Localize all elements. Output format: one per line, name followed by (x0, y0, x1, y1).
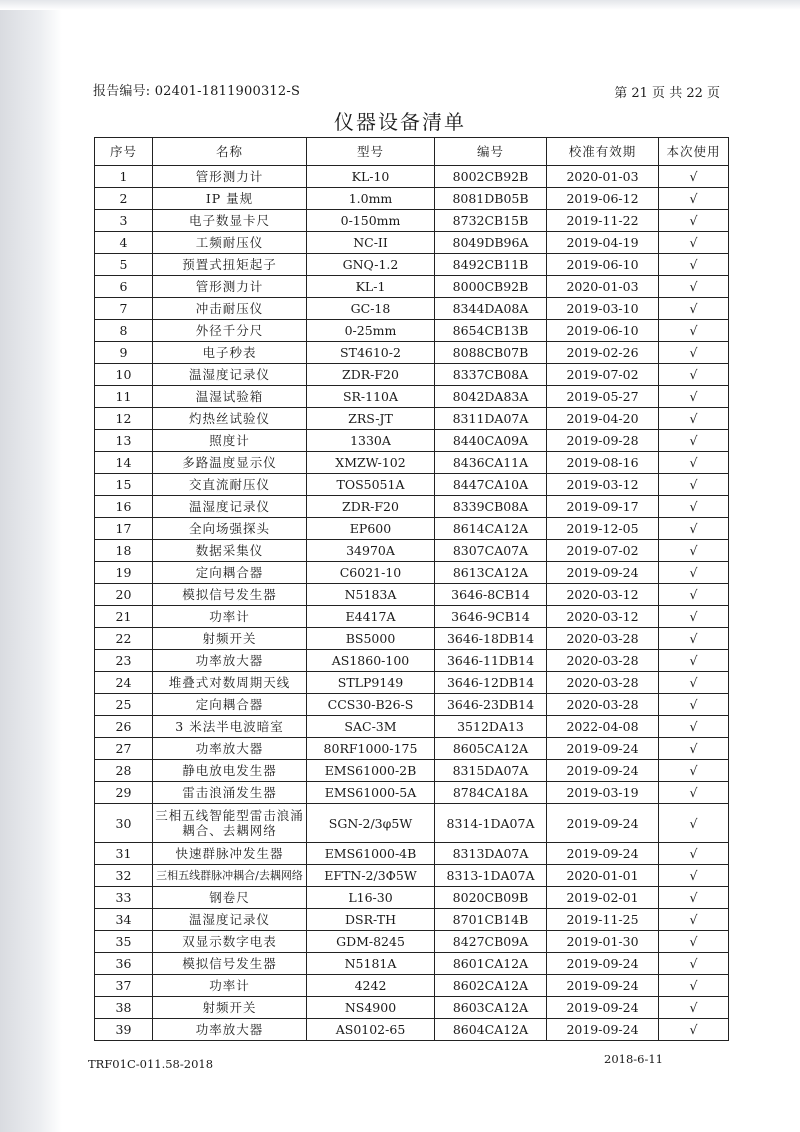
cell-used: √ (659, 364, 729, 386)
cell-model: SAC-3M (307, 716, 435, 738)
cell-model: GNQ-1.2 (307, 254, 435, 276)
cell-index: 9 (95, 342, 153, 364)
cell-index: 36 (95, 953, 153, 975)
cell-model: AS1860-100 (307, 650, 435, 672)
cell-calibration: 2019-05-27 (547, 386, 659, 408)
cell-name: 功率放大器 (153, 738, 307, 760)
cell-serial: 8732CB15B (435, 210, 547, 232)
header-name: 名称 (153, 138, 307, 166)
cell-serial: 3646-9CB14 (435, 606, 547, 628)
cell-calibration: 2020-01-03 (547, 276, 659, 298)
table-row (95, 997, 729, 1019)
cell-used: √ (659, 408, 729, 430)
cell-name: 模拟信号发生器 (153, 953, 307, 975)
cell-name: 3 米法半电波暗室 (153, 716, 307, 738)
cell-serial: 8020CB09B (435, 887, 547, 909)
cell-calibration: 2020-03-12 (547, 606, 659, 628)
cell-name: 温湿度记录仪 (153, 496, 307, 518)
table-row (95, 865, 729, 887)
table-row (95, 672, 729, 694)
cell-calibration: 2019-03-12 (547, 474, 659, 496)
cell-used: √ (659, 782, 729, 804)
cell-serial: 8613CA12A (435, 562, 547, 584)
cell-index: 24 (95, 672, 153, 694)
cell-serial: 8311DA07A (435, 408, 547, 430)
table-row (95, 298, 729, 320)
cell-index: 26 (95, 716, 153, 738)
cell-serial: 8049DB96A (435, 232, 547, 254)
cell-model: 34970A (307, 540, 435, 562)
cell-name: 灼热丝试验仪 (153, 408, 307, 430)
cell-calibration: 2019-06-12 (547, 188, 659, 210)
table-row (95, 760, 729, 782)
cell-index: 28 (95, 760, 153, 782)
cell-calibration: 2019-01-30 (547, 931, 659, 953)
cell-model: N5181A (307, 953, 435, 975)
cell-serial: 8440CA09A (435, 430, 547, 452)
cell-model: SR-110A (307, 386, 435, 408)
table-body (95, 166, 729, 1041)
table-row (95, 694, 729, 716)
header-serial: 编号 (435, 138, 547, 166)
table-row (95, 782, 729, 804)
cell-used: √ (659, 188, 729, 210)
cell-serial: 8313-1DA07A (435, 865, 547, 887)
cell-used: √ (659, 298, 729, 320)
page-indicator: 第 21 页 共 22 页 (614, 86, 720, 101)
table-row (95, 232, 729, 254)
cell-index: 11 (95, 386, 153, 408)
cell-used: √ (659, 606, 729, 628)
cell-model: TOS5051A (307, 474, 435, 496)
header-used: 本次使用 (659, 138, 729, 166)
cell-model: GDM-8245 (307, 931, 435, 953)
cell-name: IP 量规 (153, 188, 307, 210)
cell-used: √ (659, 166, 729, 188)
cell-name: 电子数显卡尺 (153, 210, 307, 232)
cell-model: KL-1 (307, 276, 435, 298)
cell-calibration: 2019-09-24 (547, 953, 659, 975)
table-row (95, 254, 729, 276)
cell-used: √ (659, 232, 729, 254)
cell-serial: 3646-23DB14 (435, 694, 547, 716)
cell-used: √ (659, 650, 729, 672)
cell-used: √ (659, 672, 729, 694)
cell-used: √ (659, 716, 729, 738)
table-row (95, 584, 729, 606)
header-model: 型号 (307, 138, 435, 166)
cell-index: 21 (95, 606, 153, 628)
cell-index: 19 (95, 562, 153, 584)
cell-calibration: 2019-11-22 (547, 210, 659, 232)
cell-calibration: 2019-04-20 (547, 408, 659, 430)
cell-calibration: 2019-09-24 (547, 843, 659, 865)
cell-used: √ (659, 865, 729, 887)
cell-serial: 8313DA07A (435, 843, 547, 865)
cell-index: 32 (95, 865, 153, 887)
cell-model: EFTN-2/3Φ5W (307, 865, 435, 887)
cell-used: √ (659, 953, 729, 975)
cell-model: ZDR-F20 (307, 496, 435, 518)
cell-calibration: 2019-09-17 (547, 496, 659, 518)
cell-calibration: 2019-09-24 (547, 738, 659, 760)
cell-name: 温湿试验箱 (153, 386, 307, 408)
cell-used: √ (659, 496, 729, 518)
cell-serial: 3646-12DB14 (435, 672, 547, 694)
cell-index: 17 (95, 518, 153, 540)
cell-used: √ (659, 210, 729, 232)
cell-model: EP600 (307, 518, 435, 540)
cell-calibration: 2020-01-03 (547, 166, 659, 188)
cell-model: ST4610-2 (307, 342, 435, 364)
cell-model: C6021-10 (307, 562, 435, 584)
cell-index: 6 (95, 276, 153, 298)
cell-name: 钢卷尺 (153, 887, 307, 909)
table-header-row (95, 138, 729, 166)
table-row (95, 518, 729, 540)
table-row (95, 364, 729, 386)
cell-calibration: 2019-08-16 (547, 452, 659, 474)
footer-date: 2018-6-11 (604, 1052, 663, 1066)
cell-name: 温湿度记录仪 (153, 364, 307, 386)
cell-index: 35 (95, 931, 153, 953)
cell-calibration: 2019-07-02 (547, 540, 659, 562)
cell-model: DSR-TH (307, 909, 435, 931)
table-row (95, 386, 729, 408)
table-row (95, 975, 729, 997)
table-row (95, 320, 729, 342)
cell-name: 数据采集仪 (153, 540, 307, 562)
cell-calibration: 2019-11-25 (547, 909, 659, 931)
cell-serial: 8492CB11B (435, 254, 547, 276)
cell-model: EMS61000-5A (307, 782, 435, 804)
cell-serial: 3512DA13 (435, 716, 547, 738)
table-row (95, 540, 729, 562)
table-row (95, 166, 729, 188)
cell-model: NS4900 (307, 997, 435, 1019)
cell-calibration: 2019-03-19 (547, 782, 659, 804)
table-row (95, 909, 729, 931)
cell-index: 15 (95, 474, 153, 496)
cell-used: √ (659, 931, 729, 953)
cell-serial: 3646-18DB14 (435, 628, 547, 650)
scan-top-edge (0, 0, 800, 10)
cell-used: √ (659, 320, 729, 342)
cell-name: 温湿度记录仪 (153, 909, 307, 931)
cell-calibration: 2019-09-24 (547, 997, 659, 1019)
report-number: 报告编号: 02401-1811900312-S (93, 84, 301, 99)
cell-serial: 8602CA12A (435, 975, 547, 997)
cell-index: 13 (95, 430, 153, 452)
cell-serial: 8614CA12A (435, 518, 547, 540)
cell-index: 18 (95, 540, 153, 562)
cell-calibration: 2019-02-01 (547, 887, 659, 909)
cell-used: √ (659, 518, 729, 540)
cell-serial: 8447CA10A (435, 474, 547, 496)
cell-model: 1330A (307, 430, 435, 452)
cell-calibration: 2019-12-05 (547, 518, 659, 540)
cell-name: 静电放电发生器 (153, 760, 307, 782)
cell-calibration: 2019-09-28 (547, 430, 659, 452)
table-row (95, 276, 729, 298)
cell-index: 8 (95, 320, 153, 342)
cell-index: 37 (95, 975, 153, 997)
cell-name: 射频开关 (153, 628, 307, 650)
cell-index: 38 (95, 997, 153, 1019)
table-row (95, 628, 729, 650)
cell-name: 功率放大器 (153, 650, 307, 672)
cell-calibration: 2022-04-08 (547, 716, 659, 738)
cell-serial: 8337CB08A (435, 364, 547, 386)
cell-calibration: 2019-09-24 (547, 804, 659, 843)
cell-serial: 8604CA12A (435, 1019, 547, 1041)
table-row (95, 562, 729, 584)
cell-serial: 8042DA83A (435, 386, 547, 408)
header-calibration: 校准有效期 (547, 138, 659, 166)
cell-serial: 8088CB07B (435, 342, 547, 364)
cell-index: 2 (95, 188, 153, 210)
cell-model: CCS30-B26-S (307, 694, 435, 716)
cell-model: 4242 (307, 975, 435, 997)
cell-serial: 8002CB92B (435, 166, 547, 188)
cell-used: √ (659, 694, 729, 716)
cell-index: 16 (95, 496, 153, 518)
table-row (95, 843, 729, 865)
cell-used: √ (659, 975, 729, 997)
table-row (95, 931, 729, 953)
table-row (95, 210, 729, 232)
cell-name: 交直流耐压仪 (153, 474, 307, 496)
cell-index: 29 (95, 782, 153, 804)
cell-serial: 8654CB13B (435, 320, 547, 342)
table-row (95, 408, 729, 430)
cell-name: 射频开关 (153, 997, 307, 1019)
table-row (95, 650, 729, 672)
cell-index: 5 (95, 254, 153, 276)
cell-serial: 8307CA07A (435, 540, 547, 562)
table-row (95, 606, 729, 628)
cell-name: 工频耐压仪 (153, 232, 307, 254)
cell-name: 管形测力计 (153, 276, 307, 298)
cell-model: STLP9149 (307, 672, 435, 694)
cell-serial: 8344DA08A (435, 298, 547, 320)
cell-index: 12 (95, 408, 153, 430)
cell-calibration: 2020-03-12 (547, 584, 659, 606)
cell-index: 31 (95, 843, 153, 865)
cell-model: SGN-2/3φ5W (307, 804, 435, 843)
cell-model: KL-10 (307, 166, 435, 188)
cell-model: XMZW-102 (307, 452, 435, 474)
cell-model: L16-30 (307, 887, 435, 909)
cell-serial: 3646-11DB14 (435, 650, 547, 672)
cell-model: 1.0mm (307, 188, 435, 210)
cell-index: 3 (95, 210, 153, 232)
table-row (95, 496, 729, 518)
cell-name: 三相五线智能型雷击浪涌耦合、去耦网络 (153, 804, 307, 843)
cell-used: √ (659, 254, 729, 276)
table-row (95, 342, 729, 364)
cell-model: ZRS-JT (307, 408, 435, 430)
cell-name: 外径千分尺 (153, 320, 307, 342)
cell-calibration: 2019-09-24 (547, 1019, 659, 1041)
cell-index: 25 (95, 694, 153, 716)
cell-calibration: 2019-02-26 (547, 342, 659, 364)
cell-calibration: 2019-09-24 (547, 760, 659, 782)
cell-index: 27 (95, 738, 153, 760)
cell-serial: 8601CA12A (435, 953, 547, 975)
cell-name: 全向场强探头 (153, 518, 307, 540)
cell-name: 双显示数字电表 (153, 931, 307, 953)
scan-page-edge (0, 0, 62, 1132)
cell-serial: 8339CB08A (435, 496, 547, 518)
cell-name: 模拟信号发生器 (153, 584, 307, 606)
cell-calibration: 2020-03-28 (547, 694, 659, 716)
cell-name: 电子秒表 (153, 342, 307, 364)
cell-used: √ (659, 1019, 729, 1041)
cell-model: E4417A (307, 606, 435, 628)
cell-serial: 8701CB14B (435, 909, 547, 931)
cell-index: 34 (95, 909, 153, 931)
cell-model: ZDR-F20 (307, 364, 435, 386)
cell-model: AS0102-65 (307, 1019, 435, 1041)
cell-serial: 3646-8CB14 (435, 584, 547, 606)
cell-name: 多路温度显示仪 (153, 452, 307, 474)
cell-name: 功率计 (153, 606, 307, 628)
cell-calibration: 2019-09-24 (547, 562, 659, 584)
cell-name: 快速群脉冲发生器 (153, 843, 307, 865)
table-row (95, 452, 729, 474)
cell-serial: 8605CA12A (435, 738, 547, 760)
cell-model: EMS61000-4B (307, 843, 435, 865)
cell-used: √ (659, 909, 729, 931)
cell-calibration: 2019-03-10 (547, 298, 659, 320)
cell-serial: 8603CA12A (435, 997, 547, 1019)
cell-index: 7 (95, 298, 153, 320)
cell-model: EMS61000-2B (307, 760, 435, 782)
cell-used: √ (659, 843, 729, 865)
cell-used: √ (659, 584, 729, 606)
cell-calibration: 2020-01-01 (547, 865, 659, 887)
cell-calibration: 2019-07-02 (547, 364, 659, 386)
cell-index: 22 (95, 628, 153, 650)
cell-index: 33 (95, 887, 153, 909)
cell-index: 1 (95, 166, 153, 188)
cell-used: √ (659, 452, 729, 474)
cell-calibration: 2019-06-10 (547, 320, 659, 342)
cell-serial: 8081DB05B (435, 188, 547, 210)
cell-name: 雷击浪涌发生器 (153, 782, 307, 804)
table-row (95, 430, 729, 452)
cell-name: 照度计 (153, 430, 307, 452)
cell-calibration: 2019-06-10 (547, 254, 659, 276)
cell-used: √ (659, 386, 729, 408)
cell-used: √ (659, 628, 729, 650)
cell-used: √ (659, 804, 729, 843)
cell-model: N5183A (307, 584, 435, 606)
cell-model: 0-150mm (307, 210, 435, 232)
form-code: TRF01C-011.58-2018 (88, 1057, 214, 1071)
cell-name: 三相五线群脉冲耦合/去耦网络 (153, 865, 307, 887)
cell-name: 功率放大器 (153, 1019, 307, 1041)
table-row (95, 804, 729, 843)
table-row (95, 188, 729, 210)
cell-serial: 8427CB09A (435, 931, 547, 953)
document-title: 仪器设备清单 (334, 110, 466, 134)
cell-name: 功率计 (153, 975, 307, 997)
cell-name: 定向耦合器 (153, 562, 307, 584)
cell-serial: 8314-1DA07A (435, 804, 547, 843)
cell-calibration: 2019-09-24 (547, 975, 659, 997)
header-index: 序号 (95, 138, 153, 166)
equipment-table (94, 137, 729, 1041)
cell-index: 23 (95, 650, 153, 672)
cell-index: 4 (95, 232, 153, 254)
cell-calibration: 2020-03-28 (547, 628, 659, 650)
cell-model: 80RF1000-175 (307, 738, 435, 760)
cell-used: √ (659, 342, 729, 364)
cell-model: BS5000 (307, 628, 435, 650)
cell-index: 20 (95, 584, 153, 606)
cell-calibration: 2020-03-28 (547, 672, 659, 694)
cell-used: √ (659, 276, 729, 298)
cell-serial: 8315DA07A (435, 760, 547, 782)
cell-used: √ (659, 760, 729, 782)
cell-used: √ (659, 887, 729, 909)
table-row (95, 738, 729, 760)
cell-used: √ (659, 430, 729, 452)
table-row (95, 953, 729, 975)
cell-used: √ (659, 540, 729, 562)
cell-index: 30 (95, 804, 153, 843)
cell-index: 10 (95, 364, 153, 386)
cell-name: 定向耦合器 (153, 694, 307, 716)
table-row (95, 1019, 729, 1041)
cell-calibration: 2020-03-28 (547, 650, 659, 672)
table-row (95, 474, 729, 496)
cell-used: √ (659, 474, 729, 496)
cell-serial: 8784CA18A (435, 782, 547, 804)
cell-model: GC-18 (307, 298, 435, 320)
cell-name: 冲击耐压仪 (153, 298, 307, 320)
table-row (95, 716, 729, 738)
cell-model: 0-25mm (307, 320, 435, 342)
cell-used: √ (659, 562, 729, 584)
cell-serial: 8000CB92B (435, 276, 547, 298)
table-row (95, 887, 729, 909)
cell-name: 预置式扭矩起子 (153, 254, 307, 276)
cell-model: NC-II (307, 232, 435, 254)
cell-name: 管形测力计 (153, 166, 307, 188)
cell-serial: 8436CA11A (435, 452, 547, 474)
cell-name: 堆叠式对数周期天线 (153, 672, 307, 694)
cell-used: √ (659, 997, 729, 1019)
cell-calibration: 2019-04-19 (547, 232, 659, 254)
cell-index: 14 (95, 452, 153, 474)
cell-index: 39 (95, 1019, 153, 1041)
cell-used: √ (659, 738, 729, 760)
